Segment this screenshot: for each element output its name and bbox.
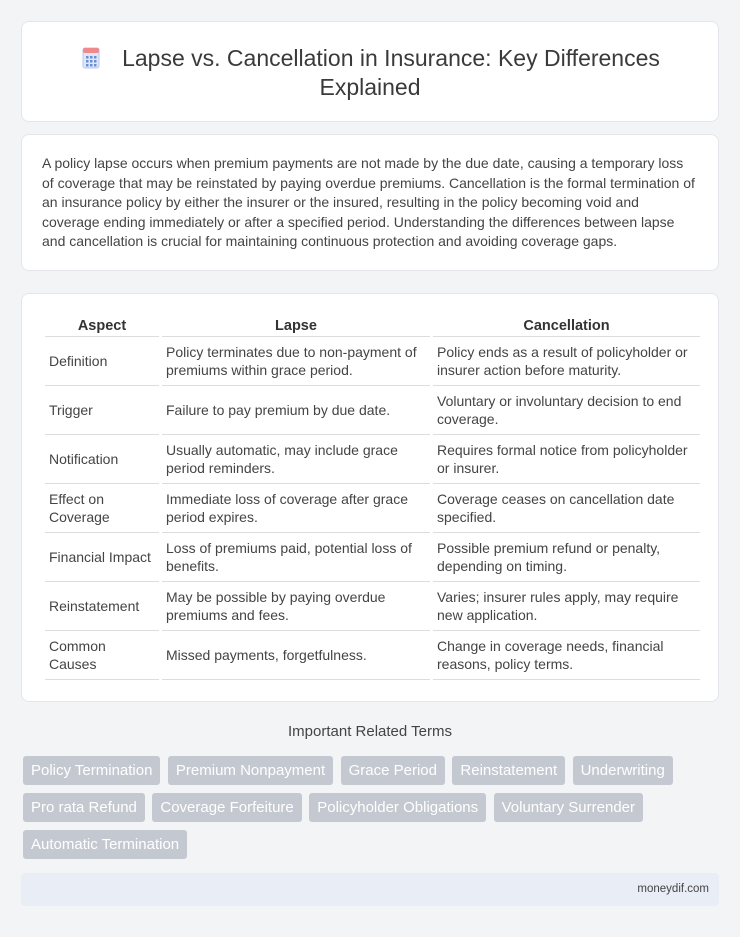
lapse-cell: Immediate loss of coverage after grace period expires. [162,484,430,533]
cancellation-cell: Change in coverage needs, financial reasons, policy terms. [433,631,700,680]
tag-policy-termination[interactable]: Policy Termination [23,756,160,785]
page-title [22,44,718,102]
calculator-icon [80,47,102,69]
tag-underwriting[interactable]: Underwriting [573,756,673,785]
cancellation-cell: Varies; insurer rules apply, may require new application. [433,582,700,631]
tag-policyholder-obligations[interactable]: Policyholder Obligations [309,793,486,822]
aspect-cell: Notification [45,435,159,484]
header-lapse: Lapse [162,316,430,337]
tag-grace-period[interactable]: Grace Period [341,756,445,785]
lapse-cell: Policy terminates due to non-payment of premiums within grace period. [162,337,430,386]
lapse-cell: Missed payments, forgetfulness. [162,631,430,680]
header-aspect: Aspect [45,316,159,337]
table-row [45,533,700,582]
table-row [45,337,700,386]
table-row [45,631,700,680]
tag-pro-rata-refund[interactable]: Pro rata Refund [23,793,145,822]
table-row [45,582,700,631]
header-cancellation: Cancellation [433,316,700,337]
title-line-1: Lapse vs. Cancellation in Insurance: Key Differences [122,45,660,71]
footer-site[interactable]: moneydif.com [637,883,709,895]
lapse-cell: Usually automatic, may include grace period reminders. [162,435,430,484]
cancellation-cell: Coverage ceases on cancellation date specified. [433,484,700,533]
aspect-cell: Effect on Coverage [45,484,159,533]
table-row [45,386,700,435]
related-terms-title: Important Related Terms [288,723,452,740]
comparison-card [21,293,719,702]
aspect-cell: Reinstatement [45,582,159,631]
aspect-cell: Financial Impact [45,533,159,582]
aspect-cell: Definition [45,337,159,386]
title-card [21,21,719,122]
lapse-cell: Failure to pay premium by due date. [162,386,430,435]
table-row [45,484,700,533]
comparison-table [42,316,703,680]
tag-premium-nonpayment[interactable]: Premium Nonpayment [168,756,333,785]
table-header-row [45,316,700,337]
aspect-cell: Trigger [45,386,159,435]
related-terms-list [23,756,723,867]
lapse-cell: May be possible by paying overdue premiums and fees. [162,582,430,631]
cancellation-cell: Possible premium refund or penalty, depending on timing. [433,533,700,582]
tag-coverage-forfeiture[interactable]: Coverage Forfeiture [152,793,301,822]
title-line-2: Explained [319,74,421,100]
table-row [45,435,700,484]
aspect-cell: Common Causes [45,631,159,680]
intro-card [21,134,719,271]
cancellation-cell: Policy ends as a result of policyholder or insurer action before maturity. [433,337,700,386]
tag-reinstatement[interactable]: Reinstatement [452,756,565,785]
tag-voluntary-surrender[interactable]: Voluntary Surrender [494,793,643,822]
intro-paragraph: A policy lapse occurs when premium payments are not made by the due date, causing a temporary loss of coverage that may be reinstated by paying overdue premiums. Cancellation is the formal termination of an insurance policy by either the insurer or the insured, resulting in the policy becoming void and coverage ending immediately or after a specified period. Understanding the differences between lapse and cancellation is crucial for maintaining continuous protection and avoiding coverage gaps. [42,155,695,249]
footer-bar [21,873,719,906]
cancellation-cell: Voluntary or involuntary decision to end coverage. [433,386,700,435]
lapse-cell: Loss of premiums paid, potential loss of benefits. [162,533,430,582]
tag-automatic-termination[interactable]: Automatic Termination [23,830,187,859]
cancellation-cell: Requires formal notice from policyholder or insurer. [433,435,700,484]
